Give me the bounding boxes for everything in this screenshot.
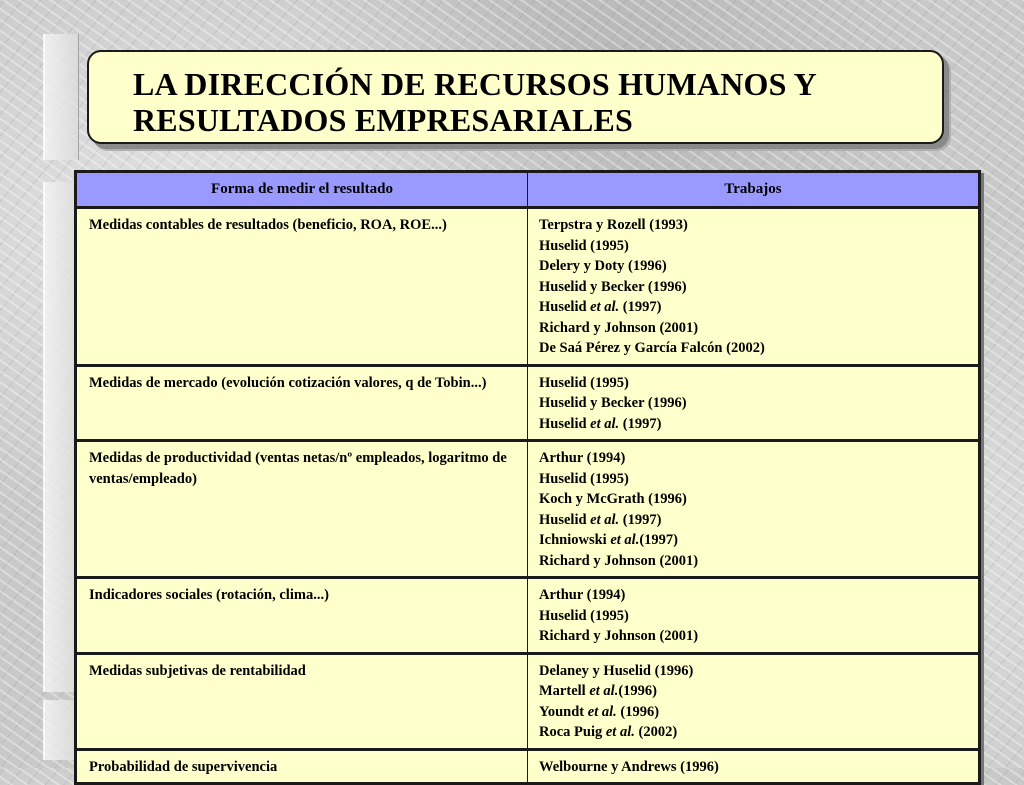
- citation-author: Terpstra y Rozell: [539, 217, 646, 233]
- citation-year: (1995): [586, 607, 629, 624]
- citation-year: (2002): [722, 340, 765, 356]
- citation-author: Martell: [539, 683, 590, 699]
- citation-year: (1996): [644, 491, 687, 507]
- citation-year: (1995): [586, 374, 629, 391]
- citation-year: (1997): [639, 532, 678, 548]
- citation-author: Richard y Johnson: [539, 628, 656, 644]
- works-cell: [528, 653, 980, 749]
- citation-year: (2001): [655, 552, 699, 569]
- citation-year: (1993): [645, 217, 688, 233]
- work-citation: [539, 681, 968, 702]
- work-citation: [539, 256, 968, 277]
- measure-cell: Medidas de productividad (ventas netas/nº empleados, logaritmo de ventas/empleado): [76, 441, 528, 578]
- citation-author: Richard y Johnson: [539, 319, 656, 336]
- citation-author: Youndt: [539, 703, 588, 720]
- work-citation: [539, 626, 968, 647]
- measure-cell: Medidas de mercado (evolución cotización valores, q de Tobin...): [76, 365, 528, 441]
- citation-et-al: et al.: [587, 703, 617, 720]
- work-citation: [539, 551, 968, 572]
- citation-year: (1997): [619, 299, 662, 315]
- work-citation: [539, 489, 968, 510]
- citation-year: (1996): [624, 258, 667, 274]
- decorative-bar-top: [43, 34, 79, 160]
- work-citation: [539, 469, 968, 490]
- citation-year: (2001): [655, 628, 699, 644]
- works-cell: [528, 749, 980, 784]
- citation-year: (1996): [644, 395, 687, 411]
- work-citation: [539, 414, 968, 435]
- citation-author: Ichniowski: [539, 532, 611, 548]
- table-body: [76, 208, 980, 784]
- citation-year: (2002): [634, 724, 678, 740]
- work-citation: [539, 318, 968, 339]
- citation-year: (1996): [618, 683, 657, 699]
- table-row: [76, 208, 980, 366]
- measure-cell: Probabilidad de supervivencia: [76, 749, 528, 784]
- works-cell: [528, 208, 980, 366]
- work-citation: [539, 338, 968, 359]
- citation-author: Huselid: [539, 415, 591, 432]
- citation-author: Huselid: [539, 299, 591, 315]
- slide-title-box: [87, 50, 944, 144]
- citation-author: Huselid: [539, 470, 587, 487]
- citation-year: (1996): [676, 758, 719, 775]
- column-header-works: Trabajos: [528, 172, 980, 208]
- citation-author: Arthur: [539, 450, 584, 466]
- work-citation: [539, 661, 968, 682]
- table-row: [76, 653, 980, 749]
- measure-cell: Medidas contables de resultados (beneficio, ROA, ROE...): [76, 208, 528, 366]
- citation-et-al: et al.: [590, 299, 620, 315]
- table-header-row: [76, 172, 980, 208]
- citation-author: Roca Puig: [539, 724, 606, 740]
- citation-year: (1996): [616, 703, 660, 720]
- citation-year: (1997): [619, 415, 662, 432]
- citation-author: Huselid: [539, 237, 587, 254]
- citation-et-al: et al.: [605, 724, 635, 740]
- work-citation: [539, 236, 968, 257]
- citation-et-al: et al.: [590, 511, 620, 528]
- work-citation: [539, 510, 968, 531]
- citation-year: (1995): [586, 470, 629, 487]
- work-citation: [539, 722, 968, 743]
- citation-author: Huselid y Becker: [539, 278, 645, 295]
- citation-author: Delaney y Huselid: [539, 662, 651, 679]
- work-citation: [539, 702, 968, 723]
- table-row: [76, 749, 980, 784]
- table-row: [76, 441, 980, 578]
- citation-author: Delery y Doty: [539, 258, 625, 274]
- measure-cell: Indicadores sociales (rotación, clima...): [76, 578, 528, 654]
- work-citation: [539, 757, 968, 778]
- table-row: [76, 578, 980, 654]
- citation-author: Welbourne y Andrews: [539, 758, 677, 775]
- citation-et-al: et al.: [590, 415, 620, 432]
- work-citation: [539, 373, 968, 394]
- citation-author: De Saá Pérez y García Falcón: [539, 340, 723, 356]
- works-cell: [528, 578, 980, 654]
- citation-author: Huselid: [539, 374, 587, 391]
- work-citation: [539, 393, 968, 414]
- citation-author: Arthur: [539, 587, 584, 603]
- citation-year: (1997): [619, 511, 662, 528]
- results-table: [74, 170, 981, 785]
- slide-title-line-2: RESULTADOS EMPRESARIALES: [133, 102, 634, 138]
- citation-year: (1996): [644, 278, 687, 295]
- citation-et-al: et al.: [589, 683, 619, 699]
- citation-year: (1994): [583, 450, 626, 466]
- citation-author: Richard y Johnson: [539, 552, 656, 569]
- citation-author: Huselid: [539, 511, 591, 528]
- citation-author: Koch y McGrath: [539, 491, 645, 507]
- slide-title-line-1: LA DIRECCIÓN DE RECURSOS HUMANOS Y: [133, 66, 817, 102]
- work-citation: [539, 277, 968, 298]
- work-citation: [539, 297, 968, 318]
- citation-author: Huselid y Becker: [539, 395, 645, 411]
- table-row: [76, 365, 980, 441]
- citation-author: Huselid: [539, 607, 587, 624]
- work-citation: [539, 530, 968, 551]
- citation-year: (1995): [586, 237, 629, 254]
- citation-year: (2001): [655, 319, 699, 336]
- work-citation: [539, 448, 968, 469]
- works-cell: [528, 365, 980, 441]
- works-cell: [528, 441, 980, 578]
- measure-cell: Medidas subjetivas de rentabilidad: [76, 653, 528, 749]
- work-citation: [539, 215, 968, 236]
- work-citation: [539, 585, 968, 606]
- work-citation: [539, 606, 968, 627]
- citation-year: (1996): [650, 662, 694, 679]
- column-header-measure: Forma de medir el resultado: [76, 172, 528, 208]
- citation-et-al: et al.: [610, 532, 640, 548]
- citation-year: (1994): [583, 587, 626, 603]
